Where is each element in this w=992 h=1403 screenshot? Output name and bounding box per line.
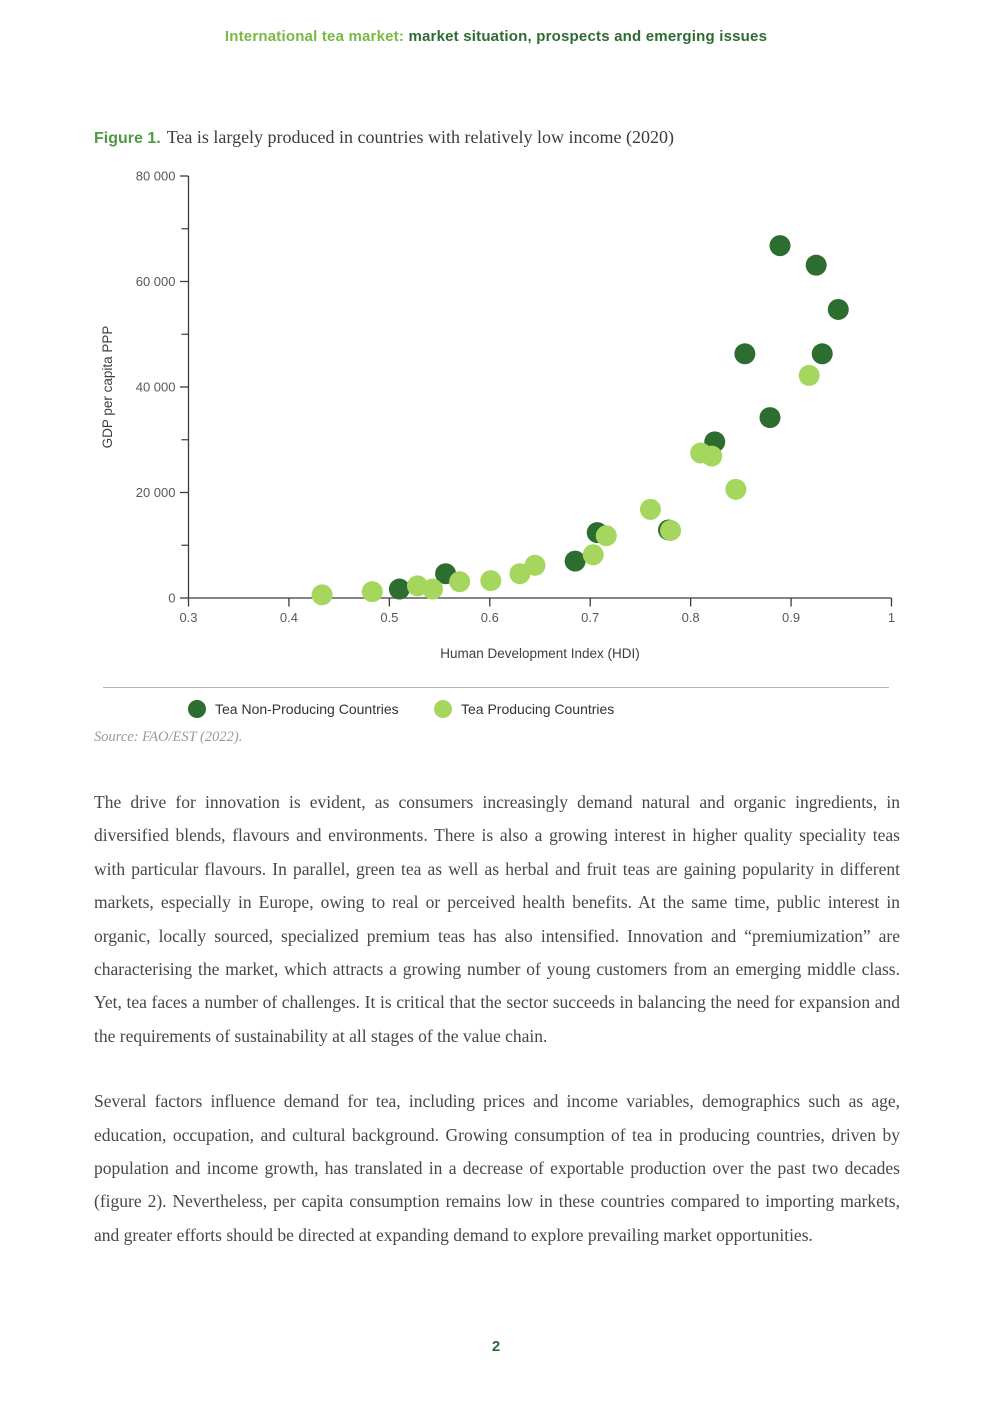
running-head-brand: International tea market: [224, 28, 405, 45]
source-note: Source: FAO/EST (2022). [94, 729, 243, 745]
svg-text:60 000: 60 000 [135, 274, 176, 289]
svg-text:0.8: 0.8 [681, 610, 700, 625]
svg-text:Human Development Index (HDI): Human Development Index (HDI) [440, 646, 640, 661]
chart-legend [0, 698, 992, 720]
producing-dot-icon [434, 700, 452, 718]
page-number: 2 [491, 1338, 501, 1355]
non-producing-dot-icon [188, 700, 206, 718]
svg-text:20 000: 20 000 [135, 485, 176, 500]
svg-text:80 000: 80 000 [135, 168, 176, 184]
legend-label-non-producing: Tea Non-Producing Countries [215, 701, 399, 717]
scatter-chart-svg [92, 160, 902, 690]
figure-caption-text: Tea is largely produced in countries with relatively low income (2020) [166, 127, 674, 147]
svg-text:0.3: 0.3 [179, 610, 198, 625]
figure-label: Figure 1. [94, 130, 161, 147]
svg-text:1: 1 [887, 610, 896, 625]
legend-item-producing [434, 698, 614, 720]
svg-text:0.5: 0.5 [380, 610, 399, 625]
running-head [0, 28, 992, 45]
svg-text:0.9: 0.9 [782, 610, 801, 625]
svg-text:0: 0 [168, 590, 176, 606]
svg-text:GDP per capita PPP: GDP per capita PPP [100, 325, 115, 449]
svg-text:0.7: 0.7 [581, 610, 600, 625]
paragraph-1: The drive for innovation is evident, as consumers increasingly demand natural and organic ingredients, in diversified blends, flavours and environments. There is also a growing interest in higher quality speciality teas with particular flavours. In parallel, green tea as well as herbal and fruit teas are gaining popularity in different markets, especially in Europe, owing to real or perceived health benefits. At the same time, public interest in organic, locally sourced, specialized premium teas has also intensified. Innovation and “premiumization” are characterising the market, which attracts a growing number of young customers from an emerging middle class. Yet, tea faces a number of challenges. It is critical that the sector succeeds in balancing the need for expansion and the requirements of sustainability at all stages of the value chain. [94, 792, 900, 1046]
svg-text:0.6: 0.6 [480, 610, 499, 625]
svg-text:0.4: 0.4 [279, 610, 298, 625]
scatter-chart [92, 160, 902, 690]
legend-label-producing: Tea Producing Countries [461, 701, 615, 717]
legend-item-non-producing [188, 698, 399, 720]
running-head-subtitle: market situation, prospects and emerging issues [404, 28, 768, 45]
paragraph-2: Several factors influence demand for tea, including prices and income variables, demographics such as age, education, occupation, and cultural background. Growing consumption of tea in producing countries, driven by population and income growth, has translated in a decrease of exportable production over the past two decades (figure 2). Nevertheless, per capita consumption remains low in these countries compared to importing markets, and greater efforts should be directed at expanding demand to explore prevailing market opportunities. [94, 1091, 900, 1245]
body-text [94, 786, 900, 1284]
legend-divider [103, 687, 889, 688]
figure-caption [94, 127, 904, 148]
svg-text:40 000: 40 000 [135, 379, 176, 395]
